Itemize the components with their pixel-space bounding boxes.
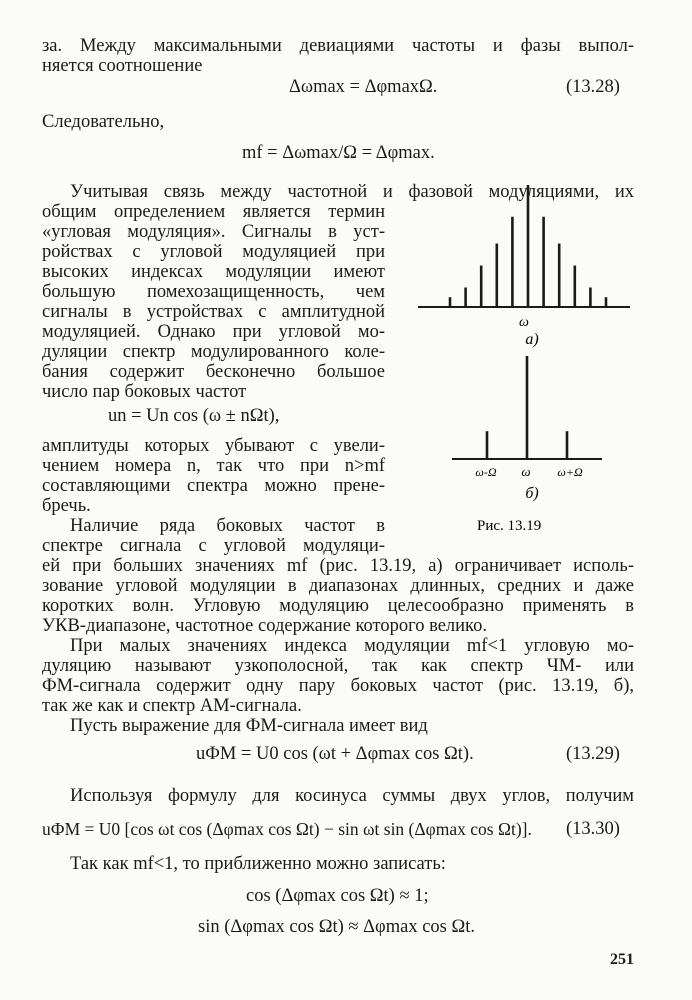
- page-number: 251: [610, 951, 634, 968]
- text-line: за. Между максимальными девиациями частоты и фазы выпол-: [42, 36, 634, 56]
- text-line: ФМ-сигнала содержит одну пару боковых частот (рис. 13.19, б),: [42, 676, 634, 696]
- axis-b-tick: ω+Ω: [557, 465, 583, 479]
- text-line: высоких индексах модуляции имеют: [42, 262, 385, 282]
- text-line: чением номера n, так что при n>mf: [42, 456, 385, 476]
- axis-a-tick: ω: [519, 315, 529, 330]
- equation-13-28: Δωmax = ΔφmaxΩ.: [289, 77, 438, 97]
- equation-un: un = Un cos (ω ± nΩt),: [108, 406, 280, 426]
- text-line: Пусть выражение для ФМ-сигнала имеет вид: [70, 716, 428, 736]
- text-line: бречь.: [42, 496, 91, 516]
- equation-13-29: uФМ = U0 cos (ωt + Δφmax cos Ωt).: [196, 744, 474, 764]
- text-line: модуляцией. Однако при угловой мо-: [42, 322, 385, 342]
- text-line: УКВ-диапазоне, частотное содержание которого велико.: [42, 616, 487, 636]
- text-line: дуляции спектр модулированного коле-: [42, 342, 385, 362]
- text-line: Так как mf<1, то приближенно можно записать:: [70, 854, 446, 874]
- text-line: сигналы в устройствах с амплитудной: [42, 302, 385, 322]
- text-line: так же как и спектр АМ-сигнала.: [42, 696, 302, 716]
- panel-a-label: а): [525, 331, 539, 348]
- text-line: Наличие ряда боковых частот в: [70, 516, 385, 536]
- text-line: Следовательно,: [42, 112, 165, 132]
- text-line: няется соотношение: [42, 56, 203, 76]
- axis-b-tick: ω-Ω: [475, 465, 497, 479]
- equation-cos: cos (Δφmax cos Ωt) ≈ 1;: [246, 886, 429, 906]
- text-line: число пар боковых частот: [42, 382, 247, 402]
- spectrum-panel-a: [418, 185, 630, 348]
- text-line: ройствах с угловой модуляцией при: [42, 242, 385, 262]
- text-line: дуляцию называют узкополосной, так как спектр ЧМ- или: [42, 656, 634, 676]
- equation-sin: sin (Δφmax cos Ωt) ≈ Δφmax cos Ωt.: [198, 917, 476, 937]
- text-line: составляющими спектра можно прене-: [42, 476, 385, 496]
- text-line: большую помехозащищенность, чем: [42, 282, 385, 302]
- text-line: спектре сигнала с угловой модуляци-: [42, 536, 385, 556]
- equation-number: (13.28): [566, 77, 620, 97]
- text-line: бания содержит бесконечно большое: [42, 362, 385, 382]
- axis-b-tick: ω: [521, 464, 531, 479]
- spectrum-panel-b: [452, 356, 602, 502]
- equation-number: (13.30): [566, 819, 620, 839]
- text-line: При малых значениях индекса модуляции mf<1 угловую мо-: [70, 636, 634, 656]
- text-line: амплитуды которых убывают с увели-: [42, 436, 385, 456]
- text-line: «угловая модуляция». Сигналы в уст-: [42, 222, 385, 242]
- text-line: ей при больших значениях mf (рис. 13.19, а) ограничивает исполь-: [42, 556, 634, 576]
- equation-mf: mf = Δωmax/Ω = Δφmax.: [242, 143, 435, 163]
- equation-number: (13.29): [566, 744, 620, 764]
- text-line: зование угловой модуляции в диапазонах длинных, средних и даже: [42, 576, 634, 596]
- text-line: общим определением является термин: [42, 202, 385, 222]
- text-line: Используя формулу для косинуса суммы двух углов, получим: [70, 786, 634, 806]
- text-line: Учитывая связь между частотной и фазовой модуляциями, их: [70, 182, 634, 202]
- text-line: коротких волн. Угловую модуляцию целесообразно применять в: [42, 596, 634, 616]
- panel-b-label: б): [525, 485, 539, 502]
- figure-caption: Рис. 13.19: [477, 518, 542, 534]
- equation-13-30: uФМ = U0 [cos ωt cos (Δφmax cos Ωt) − sin ωt sin (Δφmax cos Ωt)].: [42, 819, 532, 839]
